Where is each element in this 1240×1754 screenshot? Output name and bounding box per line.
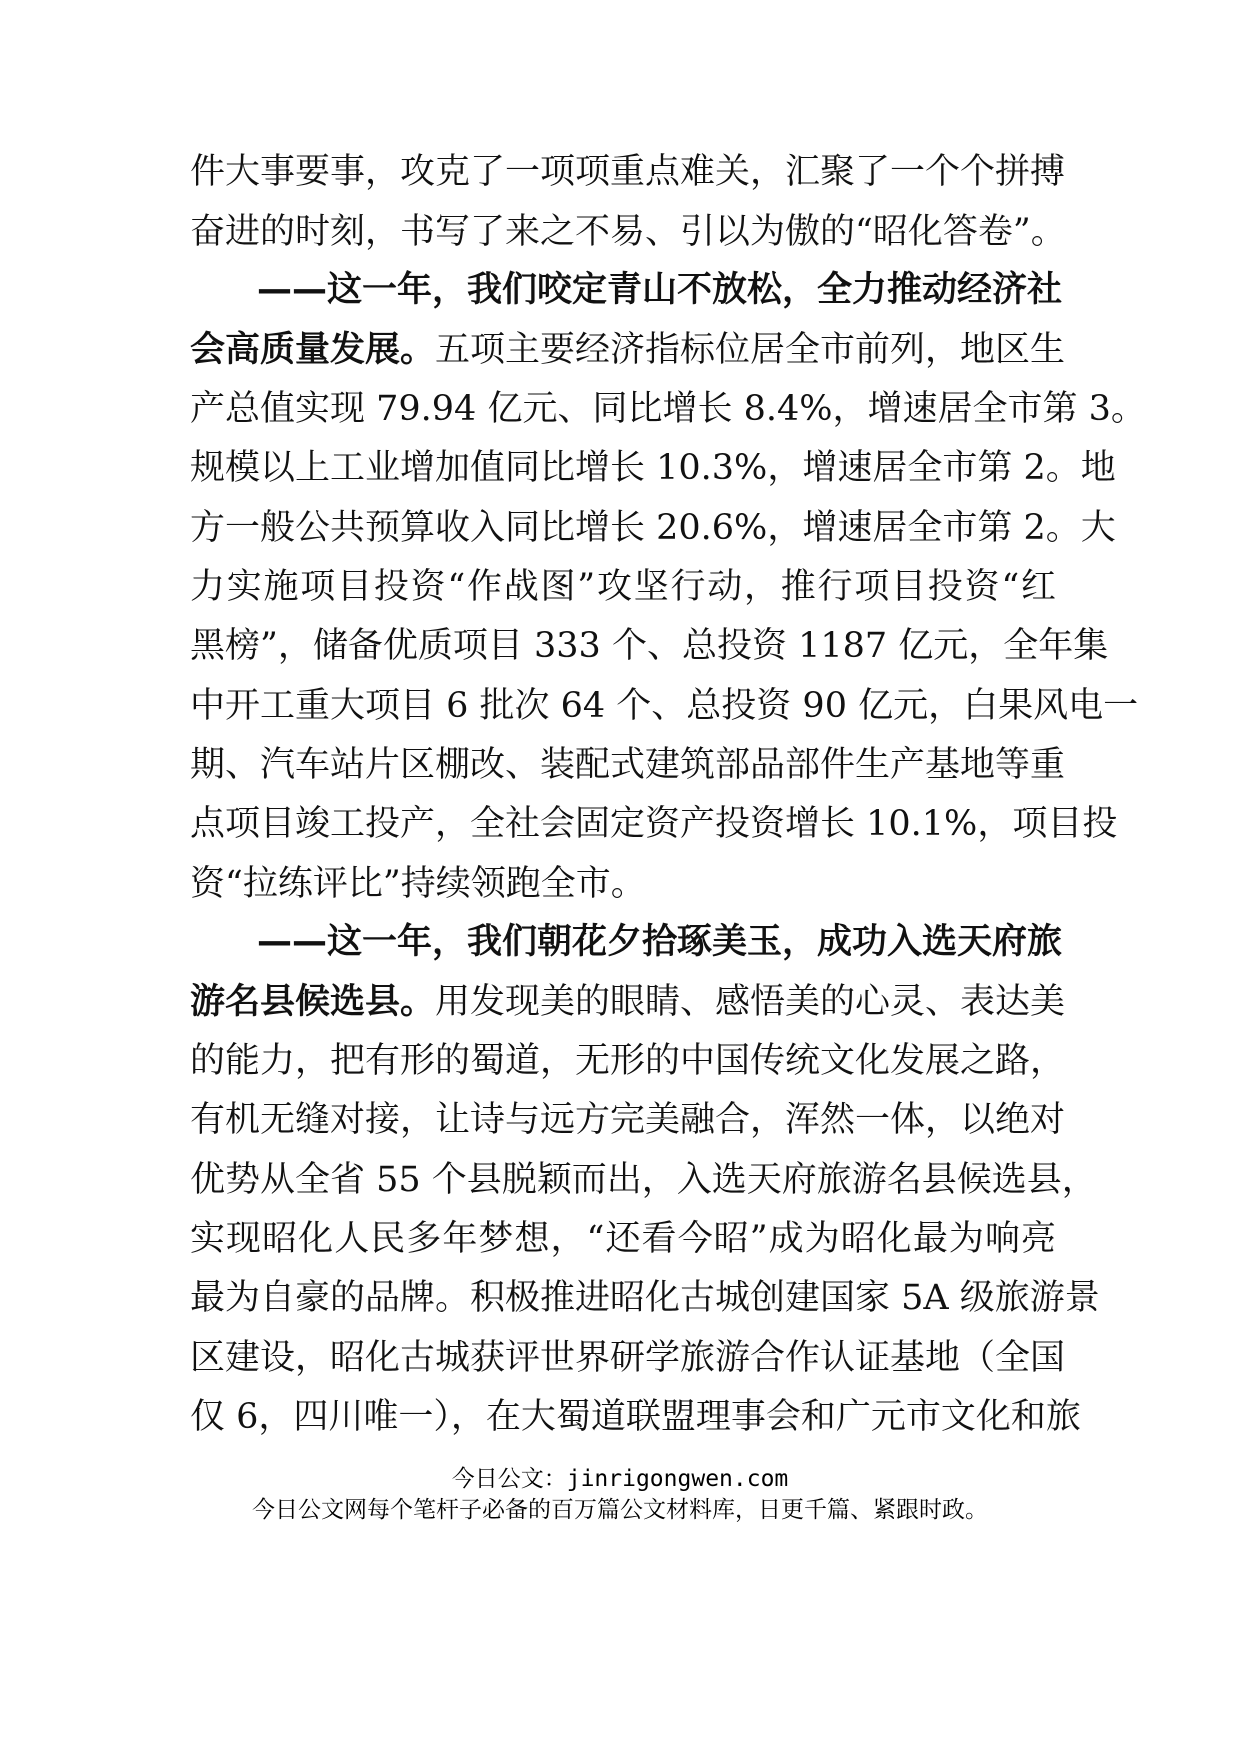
footer-site [0, 1460, 1240, 1493]
footer-site-label: 今日公文： [451, 1466, 567, 1492]
body-line-17: 有机无缝对接，让诗与远方完美融合，浑然一体，以绝对 [190, 1100, 1066, 1140]
body-line-19: 实现昭化人民多年梦想，“还看今昭”成为昭化最为响亮 [190, 1219, 1056, 1259]
body-line-16: 的能力，把有形的蜀道，无形的中国传统文化发展之路， [190, 1041, 1066, 1081]
body-line-22: 仅 6，四川唯一），在大蜀道联盟理事会和广元市文化和旅 [190, 1397, 1081, 1437]
section-heading-2: ——这一年，我们朝花夕拾琢美玉，成功入选天府旅 [257, 922, 1063, 962]
body-line-8: 力实施项目投资“作战图”攻坚行动，推行项目投资“红 [190, 567, 1056, 607]
body-line-9: 黑榜”，储备优质项目 333 个、总投资 1187 亿元，全年集 [190, 626, 1109, 666]
body-line-11: 期、汽车站片区棚改、装配式建筑部品部件生产基地等重 [190, 745, 1066, 785]
body-line-12: 点项目竣工投产，全社会固定资产投资增长 10.1%，项目投 [190, 804, 1118, 844]
body-line-1: 件大事要事，攻克了一项项重点难关，汇聚了一个个拼搏 [190, 152, 1066, 192]
body-line-13: 资“拉练评比”持续领跑全市。 [190, 864, 646, 904]
body-line-4 [190, 324, 1066, 376]
body-line-10: 中开工重大项目 6 批次 64 个、总投资 90 亿元，白果风电一 [190, 686, 1139, 726]
body-line-6: 规模以上工业增加值同比增长 10.3%，增速居全市第 2。地 [190, 448, 1116, 488]
body-line-21: 区建设，昭化古城获评世界研学旅游合作认证基地（全国 [190, 1338, 1066, 1378]
footer-slogan: 今日公文网每个笔杆子必备的百万篇公文材料库，日更千篇、紧跟时政。 [252, 1497, 988, 1523]
body-line-18: 优势从全省 55 个县脱颖而出，入选天府旅游名县候选县， [190, 1160, 1097, 1200]
footer-site-link[interactable]: jinrigongwen.com [566, 1466, 789, 1492]
body-line-15 [190, 976, 1066, 1028]
section-heading-2-end: 游名县候选县。 [190, 982, 436, 1022]
body-line-15-text: 用发现美的眼睛、感悟美的心灵、表达美 [435, 982, 1066, 1022]
section-heading-1: ——这一年，我们咬定青山不放松，全力推动经济社 [257, 270, 1063, 310]
body-line-4-text: 五项主要经济指标位居全市前列，地区生 [435, 330, 1066, 370]
body-line-7: 方一般公共预算收入同比增长 20.6%，增速居全市第 2。大 [190, 508, 1116, 548]
body-line-5: 产总值实现 79.94 亿元、同比增长 8.4%，增速居全市第 3。 [190, 389, 1146, 429]
body-line-2: 奋进的时刻，书写了来之不易、引以为傲的“昭化答卷”。 [190, 212, 1066, 252]
body-line-20: 最为自豪的品牌。积极推进昭化古城创建国家 5A 级旅游景 [190, 1278, 1100, 1318]
section-heading-1-end: 会高质量发展。 [190, 330, 436, 370]
